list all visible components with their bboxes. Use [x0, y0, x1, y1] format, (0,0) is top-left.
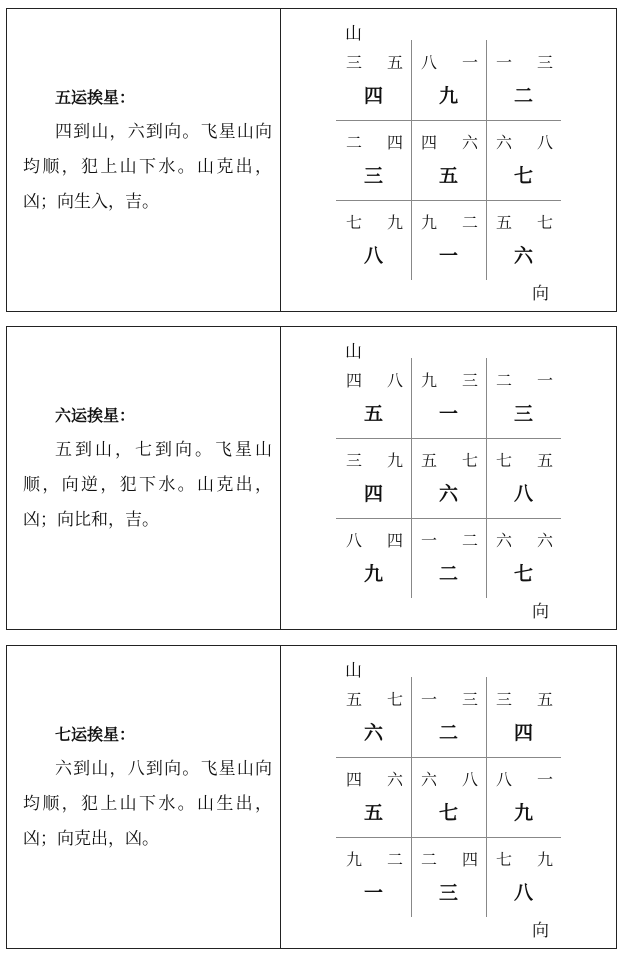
- water-star: 八: [386, 371, 403, 390]
- mountain-star: 七: [496, 850, 513, 869]
- panel-six-period: [6, 326, 617, 630]
- mountain-star: 二: [421, 850, 438, 869]
- water-star: 三: [536, 53, 553, 72]
- text-cell: [7, 327, 280, 629]
- water-star: 五: [536, 690, 553, 709]
- water-star: 七: [536, 213, 553, 232]
- mountain-star: 九: [421, 213, 438, 232]
- mountain-star: 八: [496, 770, 513, 789]
- mountain-star: 五: [496, 213, 513, 232]
- panel-description: 六到山，八到向。飞星山向均顺，犯上山下水。山生出，凶；向克出，凶。: [23, 758, 272, 849]
- period-star: 一: [438, 403, 458, 425]
- palace-cell: [486, 358, 561, 438]
- mountain-star: 七: [346, 213, 363, 232]
- palace-cell: [411, 438, 486, 518]
- flying-star-chart: [280, 327, 616, 629]
- palace-cell: [336, 518, 411, 598]
- mountain-star: 八: [421, 53, 438, 72]
- mountain-star: 五: [421, 451, 438, 470]
- period-star: 八: [363, 245, 383, 267]
- palace-cell: [486, 40, 561, 120]
- palace-cell: [336, 358, 411, 438]
- period-star: 四: [513, 722, 533, 744]
- period-star: 三: [513, 403, 533, 425]
- water-star: 二: [461, 531, 478, 550]
- water-star: 四: [386, 531, 403, 550]
- mountain-star: 九: [346, 850, 363, 869]
- period-star: 五: [438, 165, 458, 187]
- period-star: 三: [363, 165, 383, 187]
- palace-cell: [486, 837, 561, 917]
- palace-cell: [336, 200, 411, 280]
- palace-cell: [336, 120, 411, 200]
- panel-seven-period: [6, 645, 617, 949]
- mountain-star: 六: [496, 133, 513, 152]
- palace-cell: [336, 438, 411, 518]
- mountain-star: 七: [496, 451, 513, 470]
- period-star: 二: [513, 85, 533, 107]
- period-star: 二: [438, 722, 458, 744]
- palace-cell: [486, 438, 561, 518]
- water-star: 七: [386, 690, 403, 709]
- panel-title: 六运挨星：: [55, 405, 136, 425]
- water-star: 五: [386, 53, 403, 72]
- water-star: 六: [461, 133, 478, 152]
- palace-cell: [336, 757, 411, 837]
- water-star: 三: [461, 371, 478, 390]
- facing-label: 向: [532, 284, 549, 304]
- facing-label: 向: [532, 602, 549, 622]
- panel-title: 七运挨星：: [55, 724, 136, 744]
- flying-star-chart: [280, 646, 616, 948]
- facing-label: 向: [532, 921, 549, 941]
- mountain-star: 二: [346, 133, 363, 152]
- panel-title: 五运挨星：: [55, 87, 136, 107]
- palace-cell: [411, 757, 486, 837]
- water-star: 四: [461, 850, 478, 869]
- panel-five-period: [6, 8, 617, 312]
- water-star: 九: [386, 213, 403, 232]
- palace-cell: [411, 358, 486, 438]
- palace-cell: [411, 837, 486, 917]
- mountain-star: 八: [346, 531, 363, 550]
- mountain-star: 三: [346, 53, 363, 72]
- period-star: 一: [363, 882, 383, 904]
- mountain-star: 二: [496, 371, 513, 390]
- period-star: 五: [363, 802, 383, 824]
- period-star: 九: [438, 85, 458, 107]
- palace-cell: [411, 40, 486, 120]
- water-star: 一: [536, 770, 553, 789]
- water-star: 八: [536, 133, 553, 152]
- mountain-star: 三: [346, 451, 363, 470]
- palace-cell: [486, 200, 561, 280]
- palace-cell: [336, 40, 411, 120]
- palace-cell: [411, 120, 486, 200]
- mountain-star: 一: [421, 690, 438, 709]
- mountain-star: 四: [421, 133, 438, 152]
- water-star: 九: [386, 451, 403, 470]
- mountain-label: 山: [345, 661, 362, 681]
- period-star: 四: [363, 85, 383, 107]
- period-star: 四: [363, 483, 383, 505]
- water-star: 二: [386, 850, 403, 869]
- star-grid: [336, 677, 561, 917]
- palace-cell: [486, 120, 561, 200]
- period-star: 六: [513, 245, 533, 267]
- flying-star-chart: [280, 9, 616, 311]
- period-star: 八: [513, 882, 533, 904]
- text-cell: [7, 646, 280, 948]
- mountain-star: 四: [346, 770, 363, 789]
- star-grid: [336, 358, 561, 598]
- mountain-star: 六: [496, 531, 513, 550]
- period-star: 九: [513, 802, 533, 824]
- panel-description: 四到山，六到向。飞星山向均顺，犯上山下水。山克出，凶；向生入，吉。: [23, 121, 272, 212]
- text-cell: [7, 9, 280, 311]
- period-star: 七: [513, 563, 533, 585]
- palace-cell: [411, 677, 486, 757]
- mountain-label: 山: [345, 342, 362, 362]
- water-star: 六: [536, 531, 553, 550]
- water-star: 四: [386, 133, 403, 152]
- period-star: 二: [438, 563, 458, 585]
- mountain-star: 三: [496, 690, 513, 709]
- palace-cell: [411, 200, 486, 280]
- period-star: 三: [438, 882, 458, 904]
- mountain-star: 五: [346, 690, 363, 709]
- water-star: 六: [386, 770, 403, 789]
- water-star: 七: [461, 451, 478, 470]
- period-star: 五: [363, 403, 383, 425]
- period-star: 六: [363, 722, 383, 744]
- period-star: 七: [513, 165, 533, 187]
- period-star: 九: [363, 563, 383, 585]
- period-star: 七: [438, 802, 458, 824]
- mountain-label: 山: [345, 24, 362, 44]
- panel-description: 五到山，七到向。飞星山顺，向逆，犯下水。山克出，凶；向比和，吉。: [23, 439, 272, 530]
- mountain-star: 九: [421, 371, 438, 390]
- water-star: 五: [536, 451, 553, 470]
- water-star: 二: [461, 213, 478, 232]
- water-star: 三: [461, 690, 478, 709]
- water-star: 九: [536, 850, 553, 869]
- water-star: 一: [461, 53, 478, 72]
- period-star: 八: [513, 483, 533, 505]
- water-star: 八: [461, 770, 478, 789]
- palace-cell: [486, 518, 561, 598]
- period-star: 六: [438, 483, 458, 505]
- palace-cell: [411, 518, 486, 598]
- mountain-star: 四: [346, 371, 363, 390]
- mountain-star: 一: [421, 531, 438, 550]
- star-grid: [336, 40, 561, 280]
- palace-cell: [486, 677, 561, 757]
- mountain-star: 一: [496, 53, 513, 72]
- palace-cell: [486, 757, 561, 837]
- period-star: 一: [438, 245, 458, 267]
- water-star: 一: [536, 371, 553, 390]
- mountain-star: 六: [421, 770, 438, 789]
- palace-cell: [336, 677, 411, 757]
- palace-cell: [336, 837, 411, 917]
